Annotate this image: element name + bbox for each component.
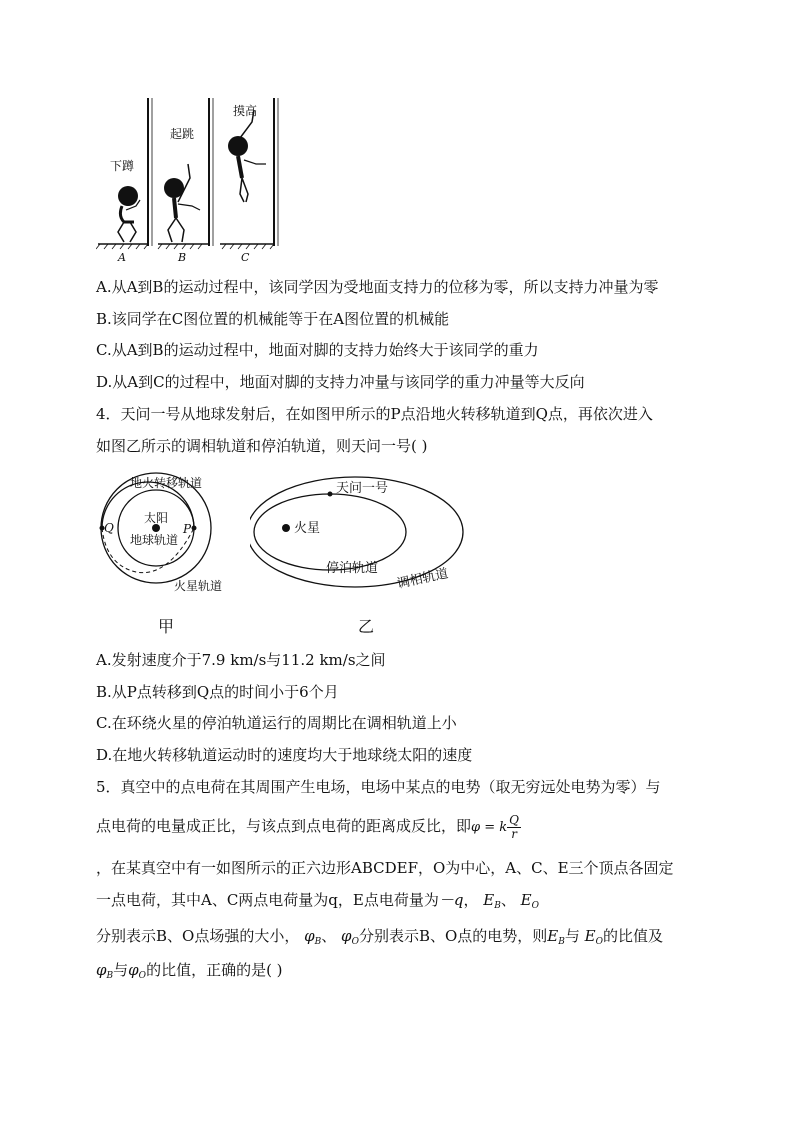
- sub-b3: B: [558, 937, 565, 947]
- transfer-orbit-label: 地火转移轨道: [130, 476, 203, 490]
- q5-line2-text: 点电荷的电量成正比，与该点到点电荷的距离成反比，即: [96, 817, 472, 835]
- caption-yi: 乙: [358, 617, 375, 636]
- mars-orbit-label: 火星轨道: [174, 579, 223, 593]
- figure-jump-stages: [96, 98, 286, 266]
- sun-label: 太阳: [144, 511, 169, 525]
- person-jump: [164, 164, 200, 242]
- q4-stem-line2: 如图乙所示的调相轨道和停泊轨道，则天问一号( ): [96, 437, 428, 455]
- separator2: 、: [321, 927, 337, 945]
- q5-line6: [96, 960, 283, 986]
- q5-line3: ，在某真空中有一如图所示的正六边形ABCDEF，O为中心，A、C、E三个顶点各固定: [96, 859, 674, 877]
- symbol-phi-o: φ: [341, 927, 352, 945]
- q5-line1: 5．真空中的点电荷在其周围产生电场，电场中某点的电势（取无穷远处电势为零）与: [96, 778, 661, 796]
- sun-dot: [152, 524, 160, 532]
- q5-line5-text2: 分别表示B、O点的电势，则: [358, 927, 548, 945]
- probe-dot: [328, 492, 333, 497]
- q4-option-d: D.在地火转移轨道运动时的速度均大于地球绕太阳的速度: [96, 746, 473, 764]
- q5-line5-text3: 与: [564, 927, 580, 945]
- q5-line2: [96, 808, 521, 846]
- q5-line6-text2: 的比值，正确的是( ): [146, 961, 283, 979]
- q5-line6-text: 与: [113, 961, 129, 979]
- figure-jia-orbits: [96, 470, 246, 640]
- sub-o4: O: [138, 971, 147, 981]
- comma: ，: [463, 891, 479, 909]
- phasing-orbit-label: 调相轨道: [395, 566, 450, 592]
- q5-line4-text: 一点电荷，其中A、C两点电荷量为q，E点电荷量为: [96, 891, 439, 909]
- q4-option-a: A.发射速度介于7.9 km/s与11.2 km/s之间: [96, 651, 386, 669]
- q4-option-b: B.从P点转移到Q点的时间小于6个月: [96, 683, 339, 701]
- symbol-e2: E: [520, 891, 532, 909]
- parking-orbit: [254, 494, 406, 570]
- sub-o3: O: [595, 937, 603, 947]
- probe-label: 天问一号: [336, 481, 389, 496]
- symbol-e4: E: [584, 927, 596, 945]
- sub-b2: B: [314, 937, 322, 947]
- figure-yi-orbits: [250, 470, 480, 640]
- parking-orbit-label: 停泊轨道: [326, 561, 379, 576]
- q5-line5-text4: 的比值及: [603, 927, 664, 945]
- charge-neg-q: －q: [438, 891, 464, 909]
- sub-o: O: [531, 901, 539, 911]
- q3-option-a: A.从A到B的运动过程中，该同学因为受地面支持力的位移为零，所以支持力冲量为零: [96, 278, 659, 296]
- symbol-phi-b2: φ: [96, 961, 107, 979]
- q5-line4: [96, 890, 539, 916]
- symbol-e: E: [483, 891, 495, 909]
- label-touch: 摸高: [233, 104, 258, 118]
- q4-stem-line1: 4．天问一号从地球发射后，在如图甲所示的P点沿地火转移轨道到Q点，再依次进入: [96, 405, 653, 423]
- sub-b4: B: [106, 971, 114, 981]
- formula-denominator: r: [511, 826, 517, 841]
- label-position-a: A: [118, 251, 126, 264]
- q3-option-b: B.该同学在C图位置的机械能等于在A图位置的机械能: [96, 310, 450, 328]
- label-position-b: B: [178, 251, 187, 264]
- label-position-c: C: [241, 251, 250, 264]
- formula-fraction: [507, 814, 521, 841]
- sub-o2: O: [351, 937, 359, 947]
- formula-numerator: Q: [509, 812, 519, 827]
- symbol-e3: E: [547, 927, 559, 945]
- point-p-label: P: [183, 522, 192, 536]
- person-crouch: [118, 186, 140, 242]
- formula-lhs: φ = k: [471, 820, 508, 835]
- point-q-label: Q: [104, 521, 114, 535]
- person-touch: [228, 110, 266, 202]
- earth-orbit-label: 地球轨道: [130, 533, 179, 547]
- symbol-phi-b: φ: [304, 927, 315, 945]
- caption-jia: 甲: [158, 617, 175, 636]
- label-crouch: 下蹲: [110, 159, 135, 173]
- q3-option-d: D.从A到C的过程中，地面对脚的支持力冲量与该同学的重力冲量等大反向: [96, 373, 585, 391]
- separator: 、: [500, 891, 516, 909]
- label-jump: 起跳: [170, 127, 195, 141]
- q5-line5: [96, 926, 663, 952]
- q3-option-c: C.从A到B的运动过程中，地面对脚的支持力始终大于该同学的重力: [96, 341, 539, 359]
- q5-line5-text: 分别表示B、O点场强的大小，: [96, 927, 300, 945]
- mars-dot: [282, 524, 290, 532]
- symbol-phi-o2: φ: [128, 961, 139, 979]
- q4-option-c: C.在环绕火星的停泊轨道运行的周期比在调相轨道上小: [96, 714, 457, 732]
- mars-label: 火星: [294, 521, 321, 536]
- sub-b: B: [494, 901, 501, 911]
